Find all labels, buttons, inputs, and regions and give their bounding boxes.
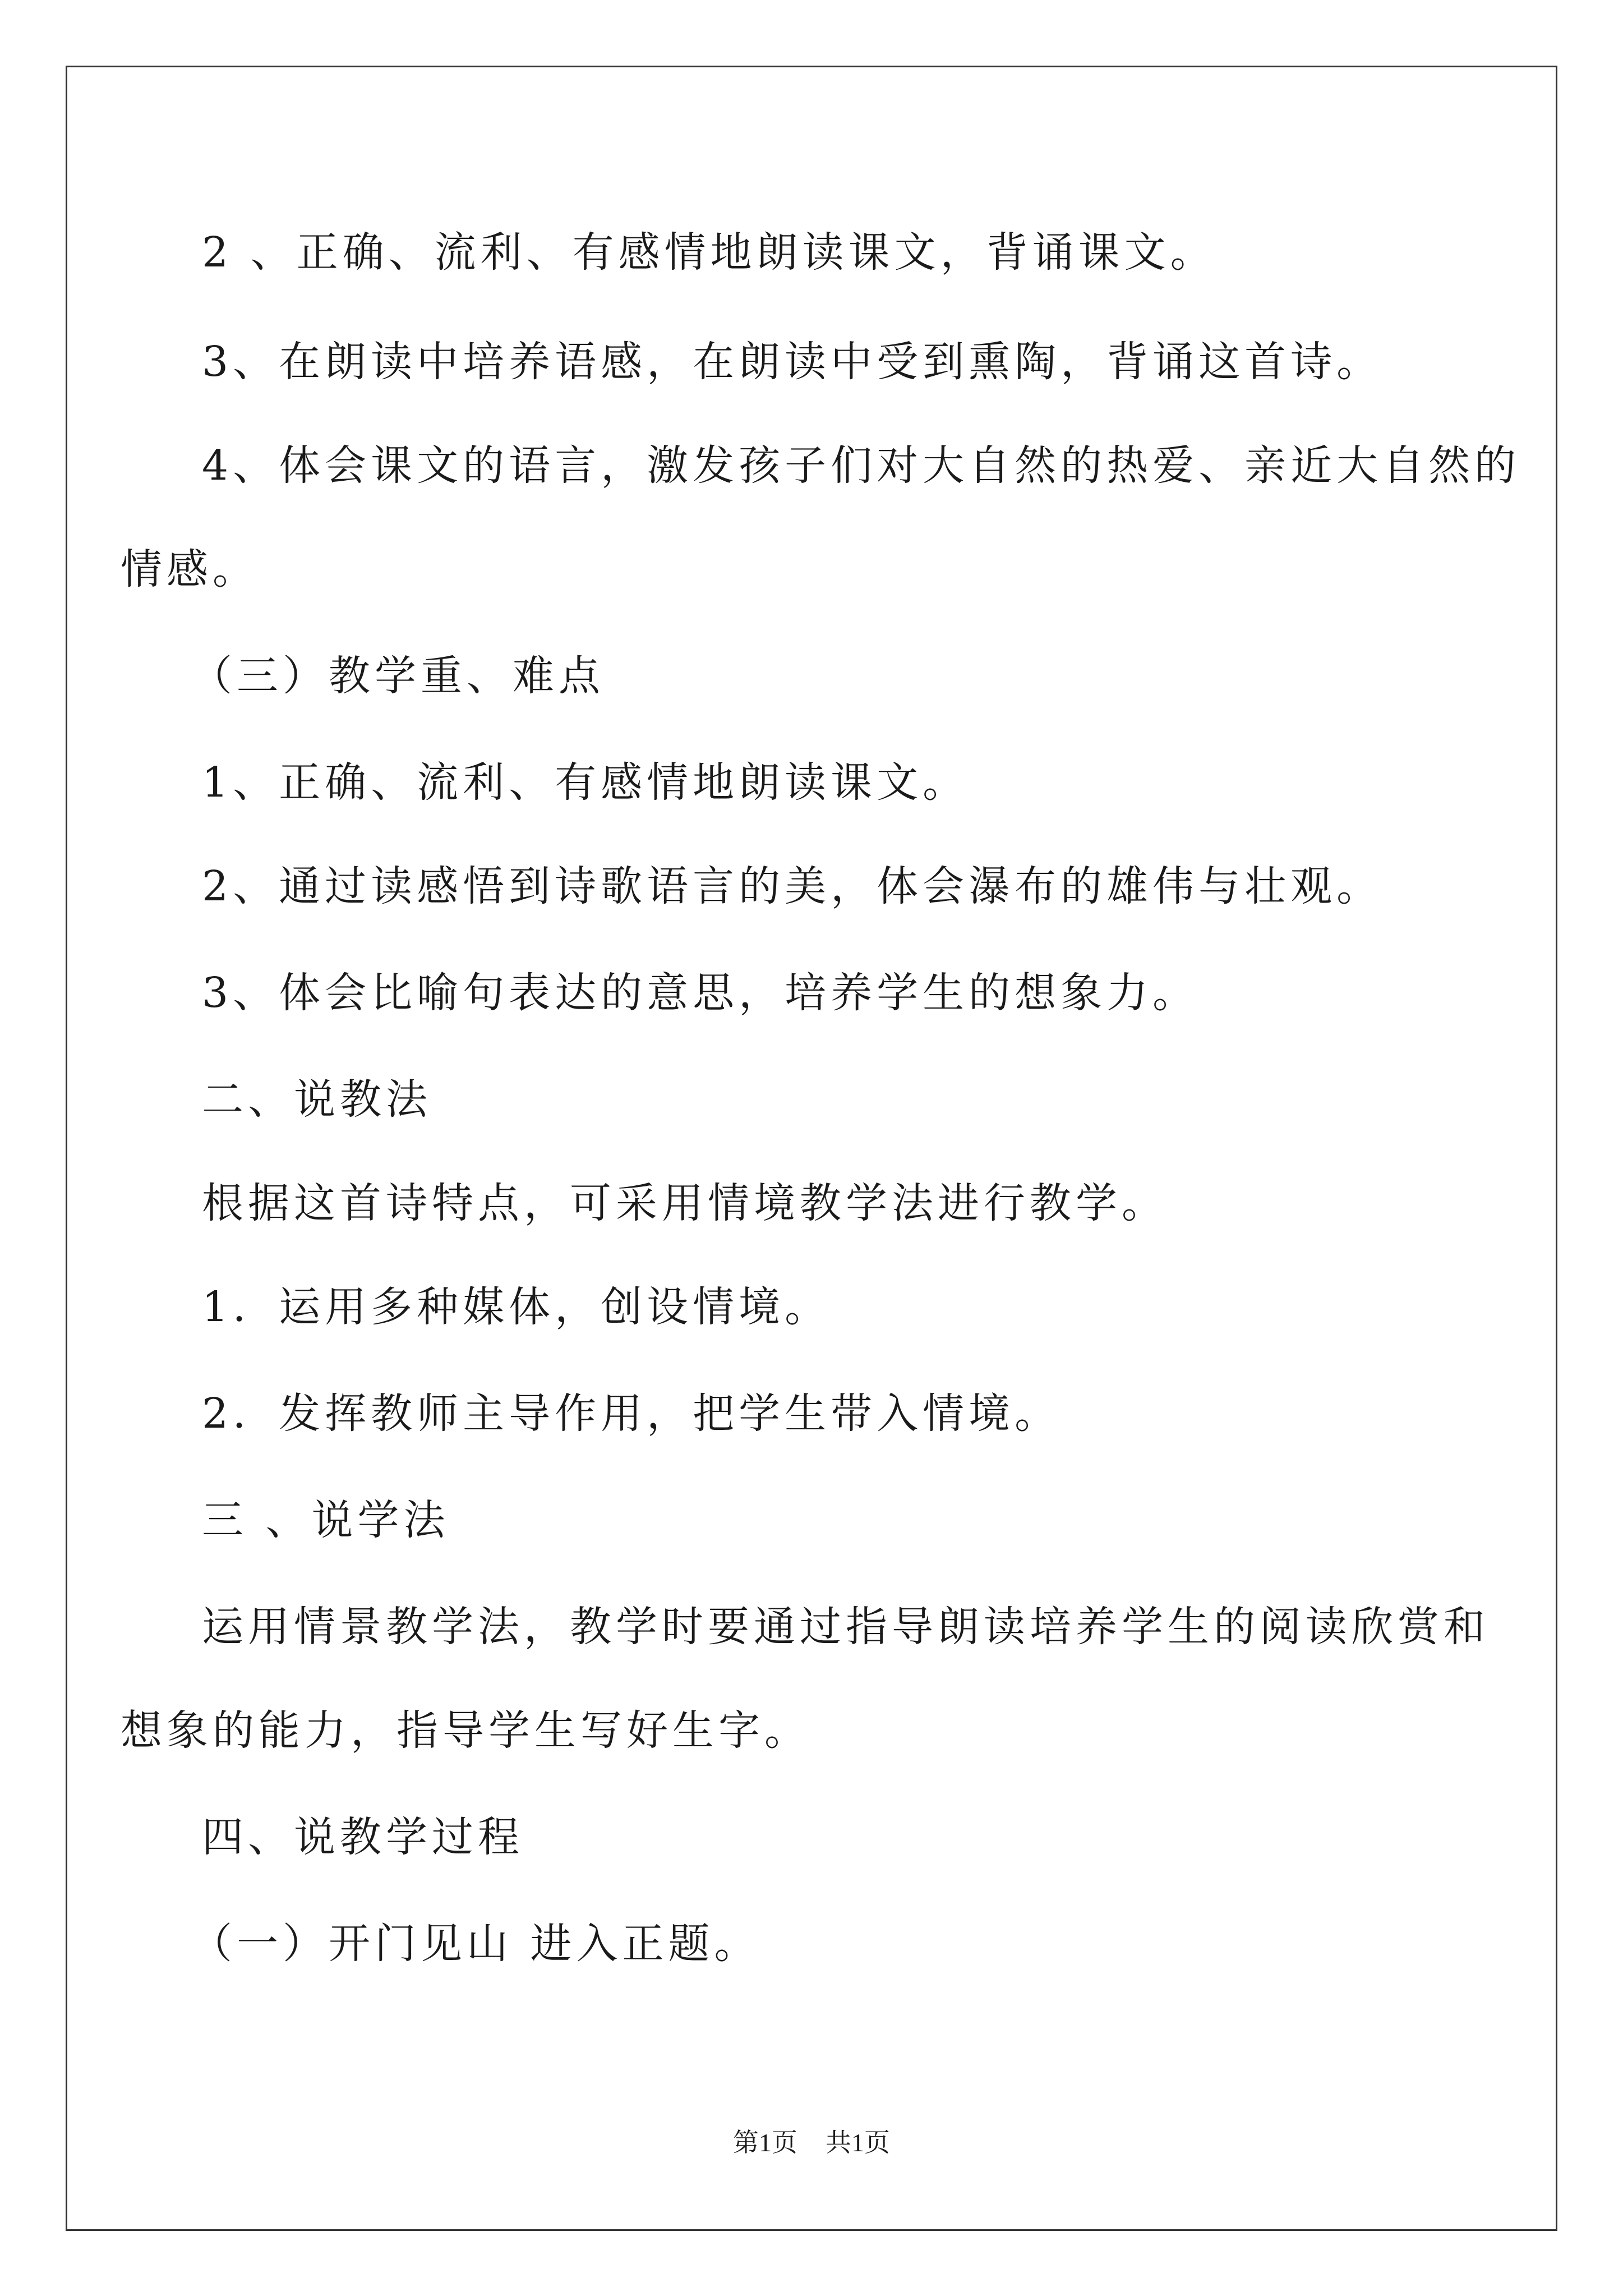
paragraph-line: 想象的能力，指导学生写好生字。 [121,1706,810,1755]
paragraph-line: 运用情景教学法，教学时要通过指导朗读培养学生的阅读欣赏和 [202,1603,1490,1651]
paragraph-line: 4、体会课文的语言，激发孩子们对大自然的热爱、亲近大自然的 [202,441,1521,490]
page-number-current: 第1页 [733,2128,797,2157]
paragraph-line: 3、体会比喻句表达的意思，培养学生的想象力。 [202,969,1199,1017]
paragraph-line: 2 、正确、流利、有感情地朗读课文，背诵课文。 [202,228,1216,277]
page-border [66,66,1557,2231]
section-heading: （三）教学重、难点 [191,652,605,700]
section-heading: 二、说教法 [202,1075,432,1124]
paragraph-line: 情感。 [121,545,259,593]
page-number-total: 共1页 [826,2128,890,2157]
paragraph-line: 2．发挥教师主导作用，把学生带入情境。 [202,1389,1061,1438]
paragraph-line: 1、正确、流利、有感情地朗读课文。 [202,758,969,807]
paragraph-line: 3、在朗读中培养语感，在朗读中受到熏陶，背诵这首诗。 [202,338,1383,386]
paragraph-line: 根据这首诗特点，可采用情境教学法进行教学。 [202,1179,1168,1227]
paragraph-line: 1．运用多种媒体，创设情境。 [202,1283,831,1331]
section-heading: 三 、说学法 [202,1496,450,1544]
page-footer [0,2126,1623,2160]
paragraph-line: 2、通过读感悟到诗歌语言的美，体会瀑布的雄伟与壮观。 [202,862,1383,910]
section-heading: （一）开门见山 进入正题。 [191,1920,760,1968]
section-heading: 四、说教学过程 [202,1813,524,1861]
